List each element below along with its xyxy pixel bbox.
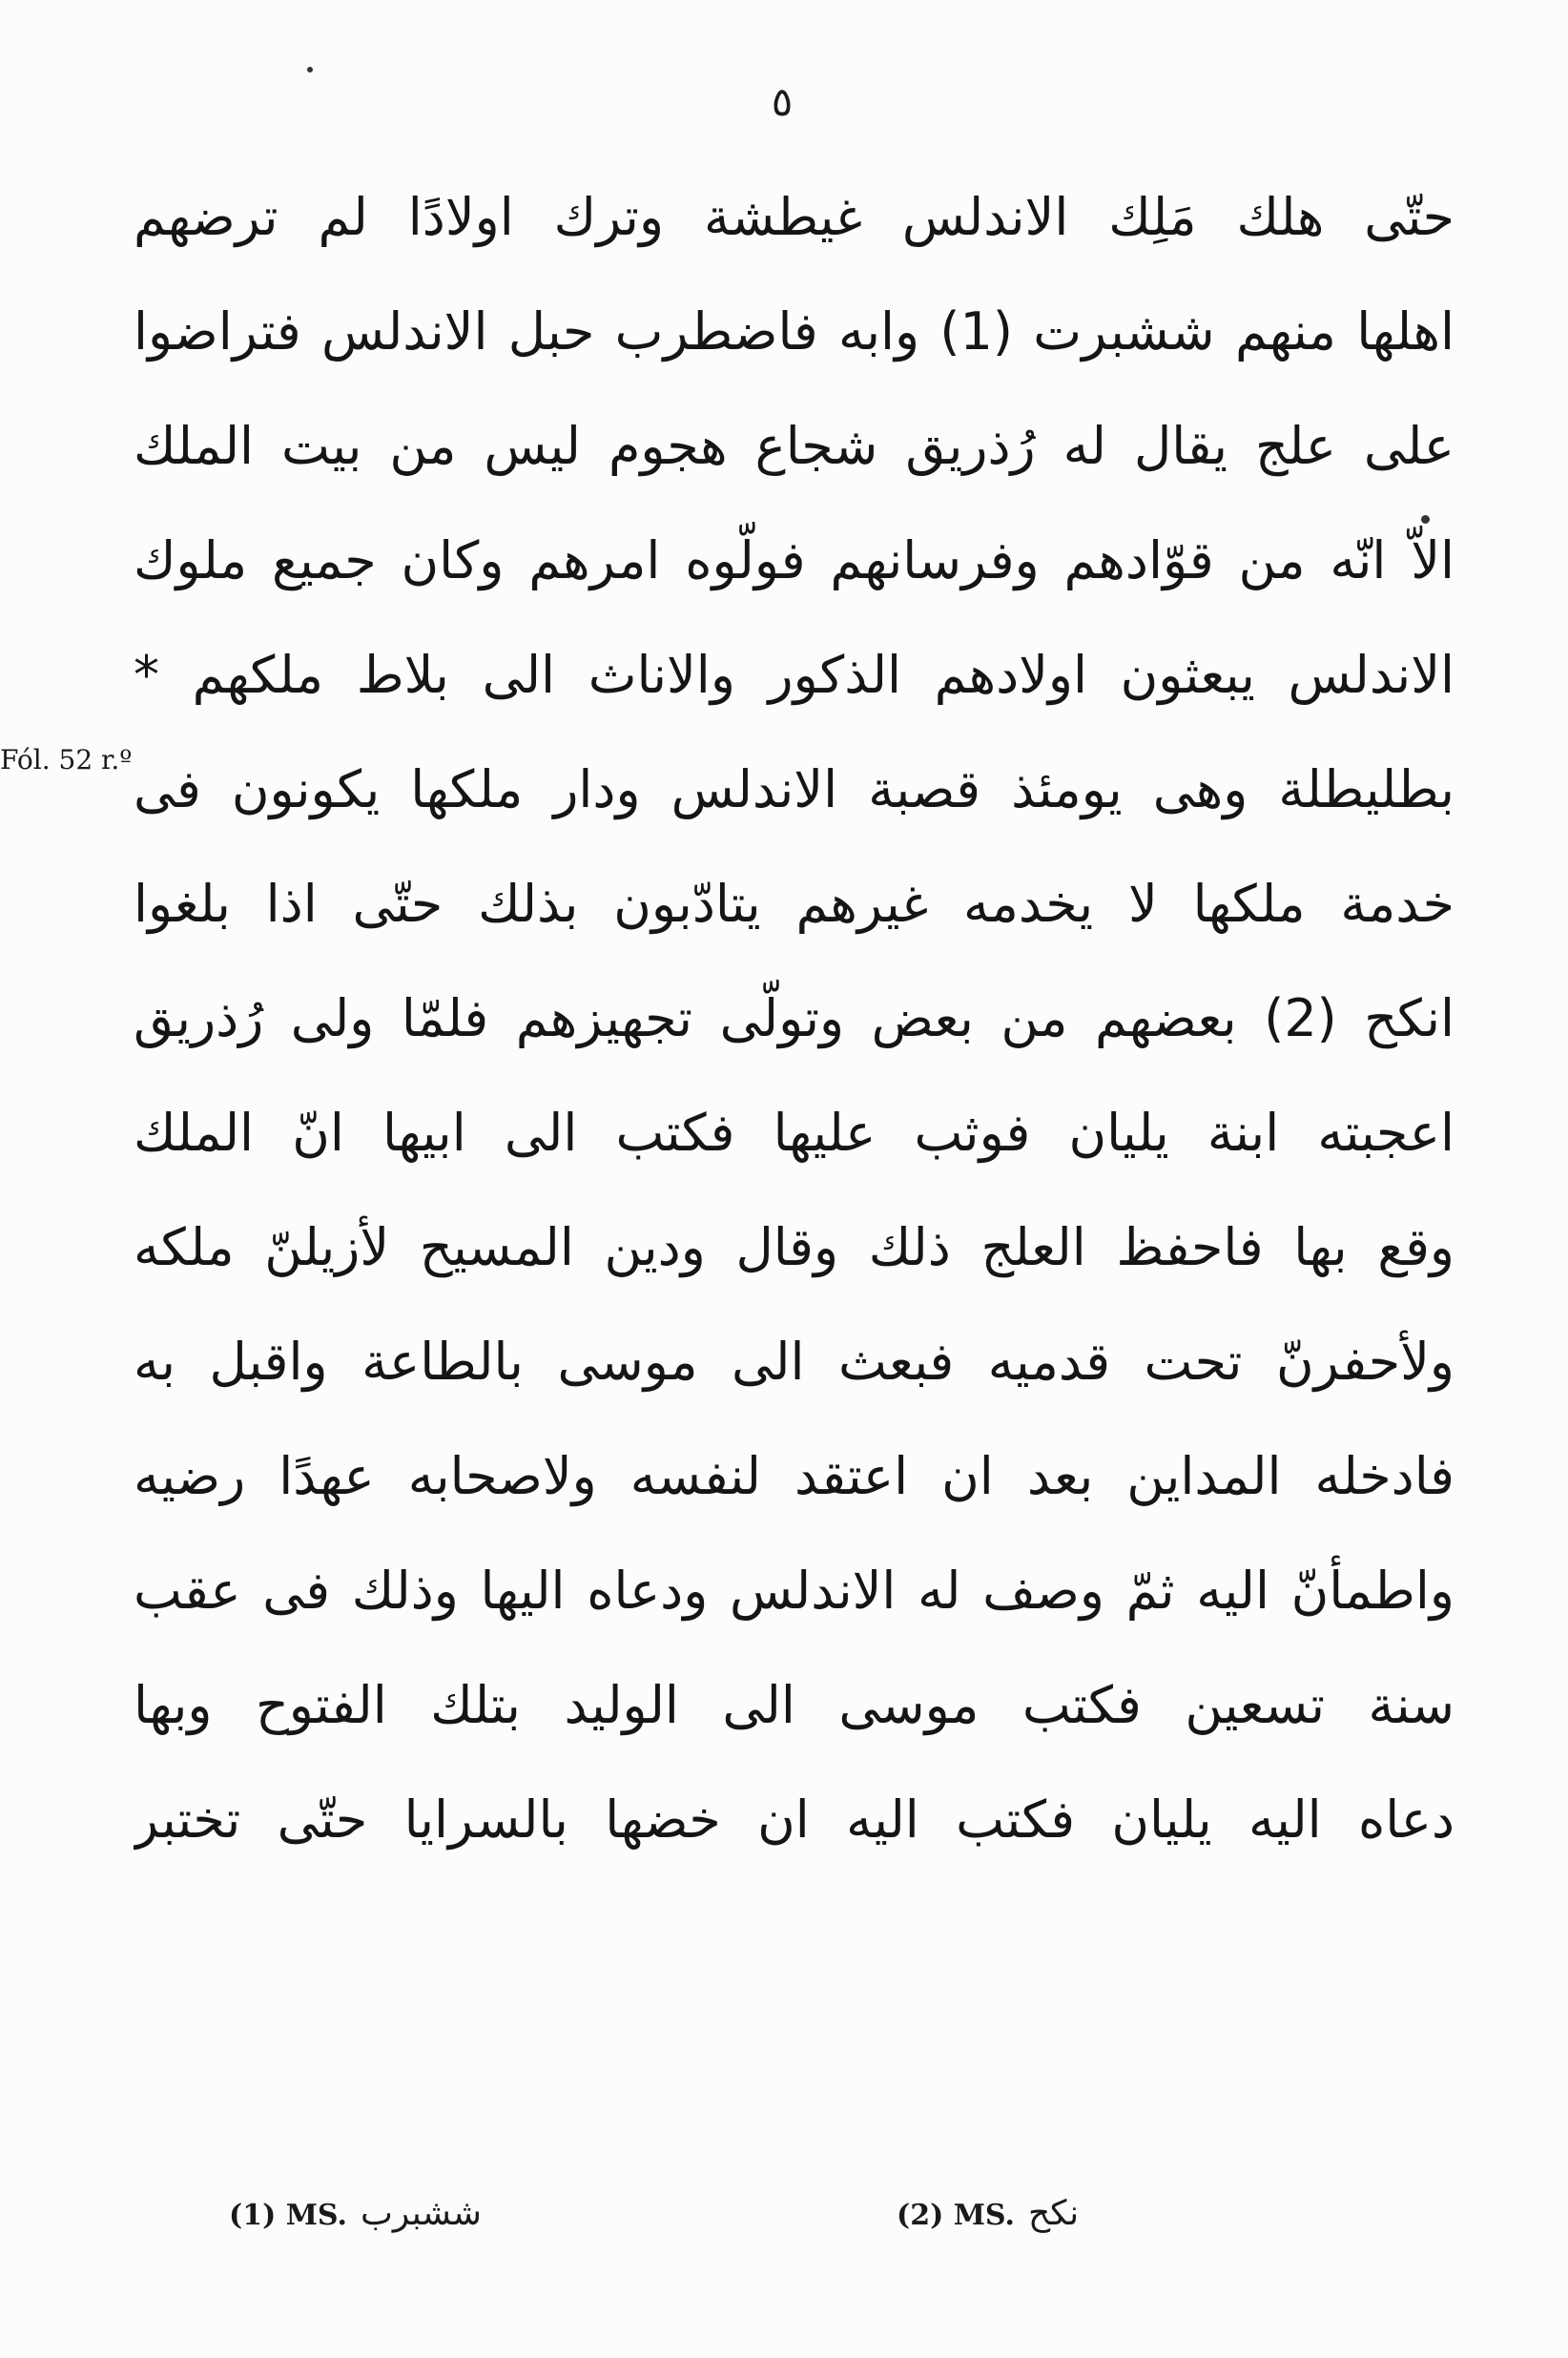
- footnote-variant: نكح: [1027, 2194, 1080, 2233]
- page-number: ٥: [771, 78, 794, 125]
- text-line: الاّ انّه من قوّادهم وفرسانهم فولّوه امرهم وكان جميع ملوك: [134, 530, 1455, 590]
- footnotes: [229, 2194, 1354, 2251]
- text-line: واطمأنّ اليه ثمّ وصف له الاندلس ودعاه اليها وذلك فى عقب: [134, 1561, 1455, 1621]
- text-line: فادخله المداين بعد ان اعتقد لنفسه ولاصحابه عهدًا رضيه: [134, 1446, 1455, 1506]
- ink-speck: [307, 67, 313, 72]
- text-line: سنة تسعين فكتب موسى الى الوليد بتلك الفتوح وبها: [134, 1675, 1455, 1735]
- footnote-1: [229, 2194, 482, 2233]
- text-line: اعجبته ابنة يليان فوثب عليها فكتب الى ابيها انّ الملك: [134, 1103, 1455, 1163]
- folio-reference: Fól. 52 r.º: [0, 744, 133, 776]
- footnote-label: (1) MS.: [229, 2199, 347, 2232]
- text-line: خدمة ملكها لا يخدمه غيرهم يتادّبون بذلك حتّى اذا بلغوا: [134, 874, 1455, 934]
- main-text: [134, 160, 1455, 1877]
- text-line: الاندلس يبعثون اولادهم الذكور والاناث الى بلاط ملكهم *: [134, 645, 1455, 705]
- text-line: انكح (2) بعضهم من بعض وتولّى تجهيزهم فلمّا ولى رُذريق: [134, 988, 1455, 1048]
- text-line: دعاه اليه يليان فكتب اليه ان خضها بالسرايا حتّى تختبر: [134, 1789, 1455, 1850]
- footnote-variant: ششبرب: [360, 2194, 482, 2233]
- text-line: على علج يقال له رُذريق شجاع هجوم ليس من بيت الملك: [134, 416, 1455, 476]
- ink-speck: [1421, 515, 1430, 524]
- footnote-2: [897, 2194, 1079, 2233]
- text-line: حتّى هلك مَلِك الاندلس غيطشة وترك اولادًا لم ترضهم: [134, 187, 1455, 247]
- footnote-label: (2) MS.: [897, 2199, 1015, 2232]
- text-line: بطليطلة وهى يومئذ قصبة الاندلس ودار ملكها يكونون فى: [134, 759, 1455, 819]
- text-line: اهلها منهم ششبرت (1) وابه فاضطرب حبل الاندلس فتراضوا: [134, 301, 1455, 362]
- text-line: ولأحفرنّ تحت قدميه فبعث الى موسى بالطاعة واقبل به: [134, 1332, 1455, 1392]
- text-line: وقع بها فاحفظ العلج ذلك وقال ودين المسيح لأزيلنّ ملكه: [134, 1217, 1455, 1277]
